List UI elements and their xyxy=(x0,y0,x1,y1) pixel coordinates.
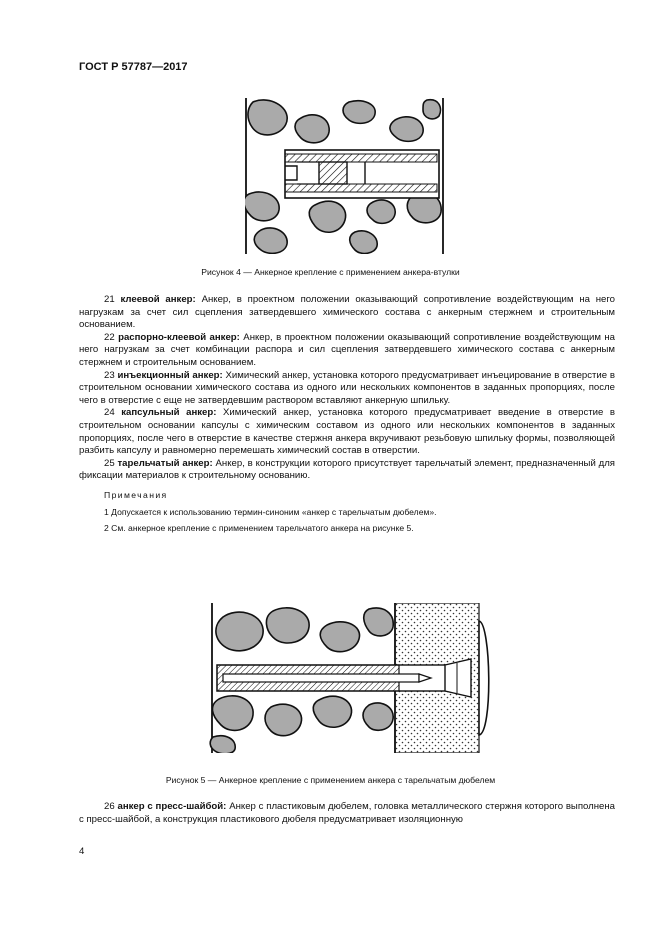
page-number: 4 xyxy=(79,846,85,857)
definition-23: 23 инъекционный анкер: Химический анкер, установка которого предусматривает инъецирование в отверстие в строительном основании химического состава из одного или нескольких компонентов в заданных пропорциях, после чего в отверстие с еще не затвердевшим раствором вставляют анкерную шпильку. xyxy=(79,369,615,406)
term: тарельчатый анкер: xyxy=(117,457,213,469)
term: капсульный анкер: xyxy=(121,407,217,419)
definition-26: 26 анкер с пресс-шайбой: Анкер с пластиковым дюбелем, головка металлического стержня которого выполнена с пресс-шайбой, а конструкция пластикового дюбеля предусматривает изоляционную xyxy=(79,801,616,825)
notes-title: Примечания xyxy=(104,489,168,500)
definition-22: 22 распорно-клеевой анкер: Анкер, в проектном положении оказывающий сопротивление воздействующим на него нагрузкам за счет комбинации распора и сил сцепления затвердевшего химического состава с анкерным стержнем и строительным основанием. xyxy=(79,331,615,368)
figure-4-caption: Рисунок 4 — Анкерное крепление с применением анкера-втулки xyxy=(201,267,460,277)
term: анкер с пресс-шайбой: xyxy=(117,801,227,812)
figure-5-caption: Рисунок 5 — Анкерное крепление с применением анкера с тарельчатым дюбелем xyxy=(165,775,496,785)
figure-4-drawing xyxy=(245,98,445,254)
dish-dowel xyxy=(217,659,471,697)
term: распорно-клеевой анкер: xyxy=(118,331,240,343)
document-header: ГОСТ Р 57787—2017 xyxy=(79,61,188,73)
definitions-list xyxy=(79,294,615,534)
term: клеевой анкер: xyxy=(120,294,196,305)
definition-24: 24 капсульный анкер: Химический анкер, установка которого предусматривает введение в отверстие в строительном основании капсулы с химическим составом из одного или нескольких компонентов в заданных пропорциях, после чего в отверстие в качестве стержня анкера вкручивают резьбовую шпильку формы, позволяющей разбить капсулу и равномерно перемешать химический состав в отверстии. xyxy=(79,407,615,457)
anchor-sleeve xyxy=(285,150,439,198)
note-1: 1 Допускается к использованию термин-синоним «анкер с тарельчатым дюбелем». xyxy=(104,506,437,517)
figure-5-drawing xyxy=(209,603,497,753)
term: инъекционный анкер: xyxy=(117,369,223,381)
definition-25: 25 тарельчатый анкер: Анкер, в конструкции которого присутствует тарельчатый элемент, предназначенный для фиксации материалов к строительному основанию. xyxy=(79,457,615,482)
note-2: 2 См. анкерное крепление с применением тарельчатого анкера на рисунке 5. xyxy=(104,522,414,533)
definition-21: 21 клеевой анкер: Анкер, в проектном положении оказывающий сопротивление воздействующим на него нагрузкам за счет сил сцепления затвердевшего химического состава с анкерным стержнем и строительным основанием. xyxy=(79,294,616,331)
definition-26-block xyxy=(79,801,615,826)
